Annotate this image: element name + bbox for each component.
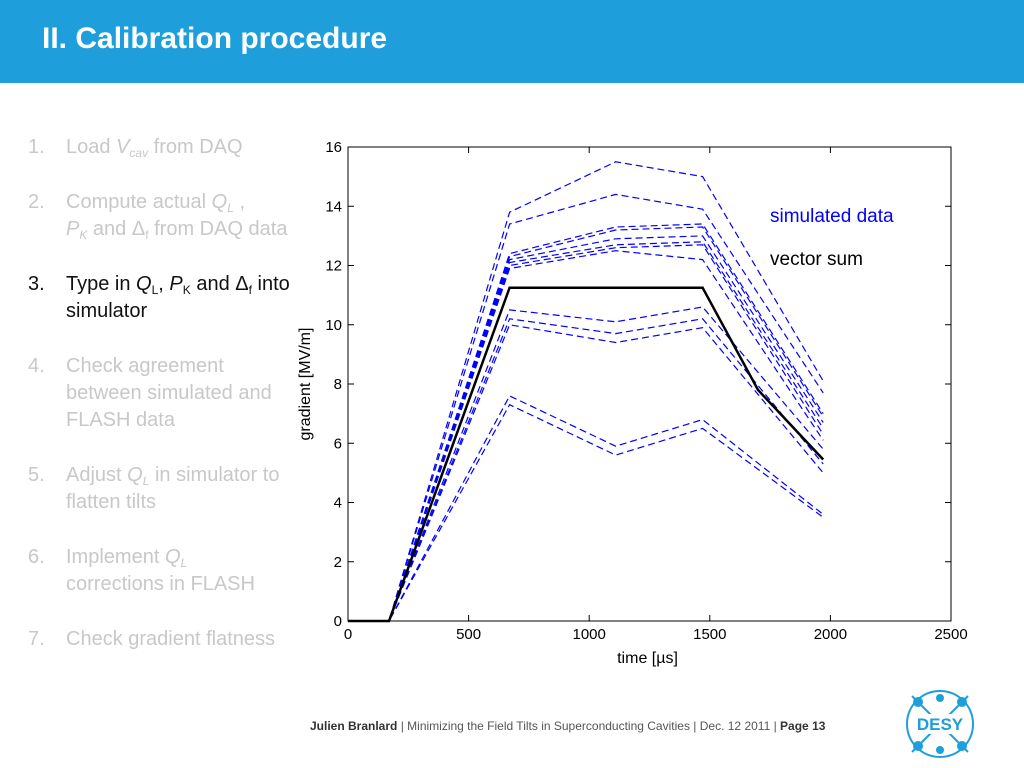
step-7 xyxy=(28,626,290,653)
footer-date: Dec. 12 2011 xyxy=(699,719,771,733)
step-text: Check gradient flatness xyxy=(66,628,276,650)
step-5 xyxy=(28,462,290,516)
x-tick-label: 1500 xyxy=(693,626,727,643)
footer-separator: | xyxy=(397,719,408,733)
step-4 xyxy=(28,353,290,434)
desy-logo-icon xyxy=(904,688,976,760)
step-text: Adjust $Q_L$ in simulator to flatten tilts xyxy=(66,464,280,513)
footer-separator: | xyxy=(770,719,781,733)
desy-logo xyxy=(904,688,976,760)
y-tick-label: 6 xyxy=(333,435,342,453)
step-text: Check agreement between simulated and FLASH data xyxy=(66,355,272,431)
footer-author: Julien Branlard xyxy=(310,719,398,733)
legend-vector-sum: vector sum xyxy=(770,249,863,270)
step-2 xyxy=(28,189,290,243)
step-number: 6. xyxy=(28,546,45,568)
step-number: 2. xyxy=(28,191,45,213)
x-tick-label: 2500 xyxy=(934,626,968,643)
y-tick-label: 4 xyxy=(333,494,342,512)
y-tick-label: 0 xyxy=(333,613,342,630)
step-text: Implement $Q_L$ corrections in FLASH xyxy=(66,546,255,595)
step-number: 5. xyxy=(28,464,45,486)
x-tick-label: 1000 xyxy=(572,626,606,643)
y-tick-label: 8 xyxy=(333,376,342,393)
slide-footer xyxy=(310,719,825,733)
y-tick-label: 14 xyxy=(325,198,342,216)
y-axis-label: gradient [MV/m] xyxy=(297,327,314,441)
x-tick-label: 500 xyxy=(456,626,482,643)
step-text: Compute actual $Q_L$ , $P_K$ and $\Delta_f$ from DAQ data xyxy=(66,191,288,242)
desy-logo-text: DESY xyxy=(916,715,964,734)
step-1 xyxy=(28,134,290,161)
step-number: 3. xyxy=(28,273,45,295)
x-tick-label: 0 xyxy=(343,626,353,643)
gradient-chart-svg xyxy=(292,132,982,680)
step-6 xyxy=(28,544,290,598)
step-number: 7. xyxy=(28,628,45,650)
footer-talk-title: Minimizing the Field Tilts in Superconducting Cavities xyxy=(407,719,690,733)
y-tick-label: 16 xyxy=(325,139,342,156)
step-text: Type in $Q_L$, $P_K$ and $\Delta_f$ into simulator xyxy=(66,273,290,322)
y-tick-label: 10 xyxy=(325,316,342,334)
gradient-chart xyxy=(292,132,982,680)
slide-title: II. Calibration procedure xyxy=(42,22,388,55)
step-number: 4. xyxy=(28,355,45,377)
x-axis-label: time [µs] xyxy=(617,650,678,667)
step-3 xyxy=(28,271,290,325)
slide-header xyxy=(0,0,1024,83)
procedure-steps xyxy=(28,134,290,681)
step-number: 1. xyxy=(28,136,45,158)
step-text: Load $V_{cav}$ from DAQ xyxy=(66,136,243,160)
footer-page-number: Page 13 xyxy=(780,719,826,733)
footer-separator: | xyxy=(689,719,700,733)
y-tick-label: 12 xyxy=(325,257,342,275)
y-tick-label: 2 xyxy=(333,553,342,571)
x-tick-label: 2000 xyxy=(813,626,848,643)
legend-simulated-data: simulated data xyxy=(770,206,894,227)
